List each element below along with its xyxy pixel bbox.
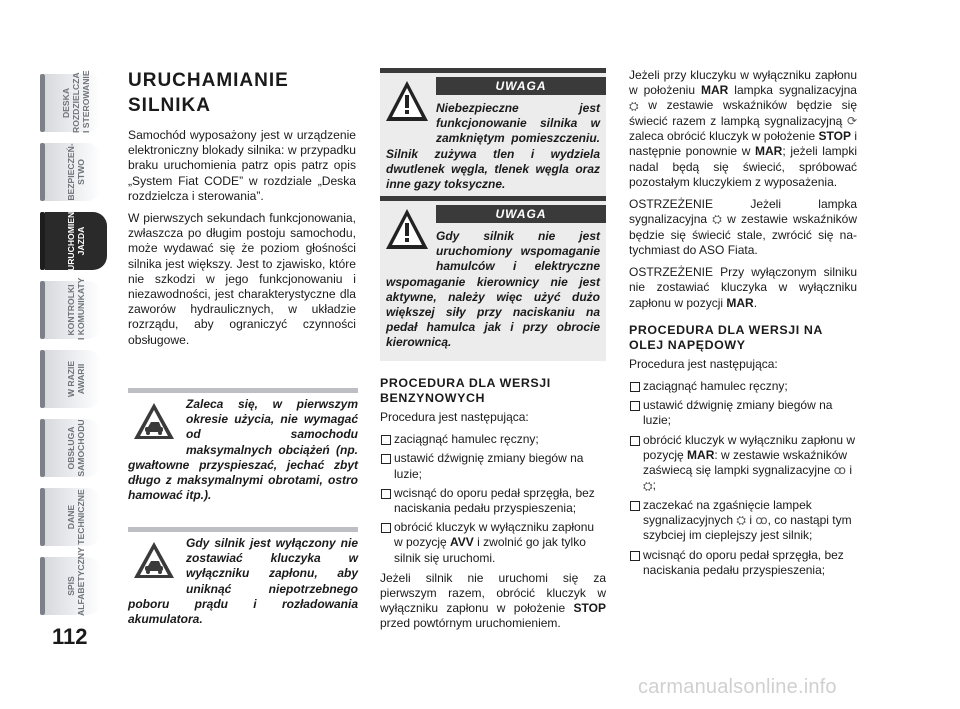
procedure-heading: PROCEDURA DLA WERSJI BENZYNOWYCH (380, 376, 551, 405)
warning-triangle-icon (384, 79, 430, 123)
tab-spis[interactable] (40, 547, 106, 619)
column-3 (629, 68, 857, 583)
glow-plug-icon: ꝏ (755, 513, 768, 528)
warning-heading: UWAGA (436, 77, 606, 95)
engine-warning-icon: ⛭ (712, 212, 722, 227)
page-number: 112 (52, 624, 88, 649)
paragraph: OSTRZEŻENIE Przy wyłączonym silniku nie zostawiać kluczyka w wyłączniku zapłonu w pozycji MAR. (629, 265, 857, 310)
procedure-intro: Procedura jest następująca: (380, 410, 529, 424)
column-2-procedure (380, 376, 606, 639)
tab-obsluga[interactable] (40, 415, 106, 481)
list-item: obrócić kluczyk w wyłączniku zapłonu w pozycję MAR: w zestawie wskaźników zaświecą się lampki sygnalizacyjne ꝏ i ⛭; (629, 433, 857, 494)
section-title: URUCHAMIANIE SILNIKA (128, 70, 289, 116)
column-1 (128, 68, 356, 355)
warning-text: Gdy silnik nie jest uruchomiony wspomaganie hamulców i elektryczne wspomaganie kierownicy nie jest aktywne, należy więc użyć dużo większej siły przy naciskaniu na pedał hamulca jak i przy obrocie kierownicą. (386, 229, 600, 350)
list-item: ustawić dźwignię zmiany biegów na luzie; (629, 398, 857, 428)
tab-kontrolki[interactable] (40, 277, 106, 343)
list-item: wcisnąć do oporu pedał sprzęgła, bez naciskania pedału przyspieszenia; (629, 548, 857, 578)
tab-label: SPIS ALFABETYCZNY (66, 547, 86, 616)
list-item: zaczekać na zgaśnięcie lampek sygnalizacyjnych ⛭ i ꝏ, co nastąpi tym szybciej im cieplejszy jest silnik; (629, 498, 857, 544)
list-item: ustawić dźwignię zmiany biegów na luzie; (380, 451, 606, 481)
tab-uruchomienie-jazda[interactable] (40, 203, 106, 274)
watermark: carmanualsonline.info (638, 676, 837, 698)
chapter-tabs (40, 70, 106, 622)
paragraph: Samochód wyposażony jest w urządzenie elektroniczny blokady silnika: w przypadku braku uruchomienia patrz opis patrz opis „System Fiat CODE” w rozdziale „Deska rozdzielcza i sterowania”. (128, 128, 356, 203)
paragraph: W pierwszych sekundach funkcjonowania, zwłaszcza po długim postoju samochodu, może wydawać się że poziom głośności silnika jest większy. Jest to zjawisko, które nie szkodzi w jego funkcjonowaniu i niezawodności, jest charakterystyczne dla zaworów hydraulicznych, w układzie rozrządu, aby ograniczyć czynności obsługowe. (128, 211, 356, 347)
note-text: Gdy silnik jest wyłączony nie zostawiać kluczyka w wyłączniku zapłonu, aby uniknąć niepotrzebnego poboru prądu i rozładowania akumulatora. (128, 536, 358, 627)
paragraph: OSTRZEŻENIE Jeżeli lampka sygnalizacyjna ⛭ w zestawie wskaźników będzie się świecić stale, zwrócić się na-tychmiast do ASO Fiata. (629, 197, 858, 257)
procedure-heading: PROCEDURA DLA WERSJI NA OLEJ NAPĘDOWY (629, 322, 823, 352)
engine-warning-icon: ⛭ (643, 478, 653, 493)
engine-warning-icon: ⛭ (629, 98, 639, 113)
tab-label: BEZPIECZEŃ- STWO (66, 143, 86, 201)
list-item: obrócić kluczyk w wyłączniku zapłonu w pozycję AVV i zwolnić go jak tylko silnik się uruchomi. (380, 520, 606, 566)
procedure-steps (380, 432, 606, 566)
note-text: Zaleca się, w pierwszym okresie użycia, nie wymagać od samochodu maksymalnych obciążeń (np. gwałtowne przyspieszać, jechać zbyt długo z maksymalnymi obrotami, ostro hamować itp.). (128, 397, 358, 503)
tab-label: URUCHOMIENIE JAZDA (66, 203, 86, 271)
warning-triangle-icon (384, 207, 430, 251)
paragraph: Jeżeli przy kluczyku w wyłączniku zapłonu w położeniu MAR lampka sygnalizacyjna ⛭ w zestawie wskaźników będzie się świecić razem z lampką sygnalizacyjną ⟳ zaleca obrócić kluczyk w położenie STOP i następnie ponownie w MAR; jeżeli lampki nadal będą się świecić, spróbować pozostałym kluczykiem z wyposażenia. (629, 68, 858, 189)
warning-box-1 (380, 68, 606, 202)
warning-text: Niebezpieczne jest funkcjonowanie silnika w zamkniętym pomieszczeniu. Silnik zużywa tlen i wydziela dwutlenek węgla, tlenek węgla oraz inne gazy toksyczne. (386, 101, 600, 192)
procedure-intro: Procedura jest następująca: (629, 356, 778, 371)
tab-label: KONTROLKI I KOMUNIKATY (66, 277, 86, 340)
tab-label: DESKA ROZDZIELCZA I STEROWANIE (61, 70, 91, 133)
list-item: zaciągnąć hamulec ręczny; (380, 432, 606, 447)
tab-label: W RAZIE AWARII (66, 360, 86, 398)
glow-plug-icon: ꝏ (833, 463, 846, 478)
immobilizer-key-icon: ⟳ (846, 114, 857, 129)
tab-w-razie-awarii[interactable] (40, 346, 106, 412)
tab-label: DANE TECHNICZNE (66, 489, 86, 545)
eco-note-2 (128, 527, 358, 627)
warning-box-2 (380, 196, 606, 361)
eco-note-1 (128, 388, 358, 503)
list-item: zaciągnąć hamulec ręczny; (629, 379, 857, 394)
procedure-steps (629, 379, 857, 578)
tab-deska-rozdzielcza[interactable] (40, 70, 106, 136)
car-caution-icon (132, 401, 176, 441)
tab-dane-techniczne[interactable] (40, 484, 106, 550)
warning-heading: UWAGA (436, 205, 606, 223)
tab-bezpieczenstwo[interactable] (40, 139, 106, 205)
paragraph: Jeżeli silnik nie uruchomi się za pierwszym razem, obrócić kluczyk w wyłączniku zapłonu w położenie STOP przed powtórnym uruchomieniem. (380, 570, 606, 631)
engine-warning-icon: ⛭ (736, 513, 746, 528)
car-caution-icon (132, 540, 176, 580)
tab-label: OBSŁUGA SAMOCHODU (66, 419, 86, 477)
list-item: wcisnąć do oporu pedał sprzęgła, bez naciskania pedału przyspieszenia; (380, 486, 606, 516)
